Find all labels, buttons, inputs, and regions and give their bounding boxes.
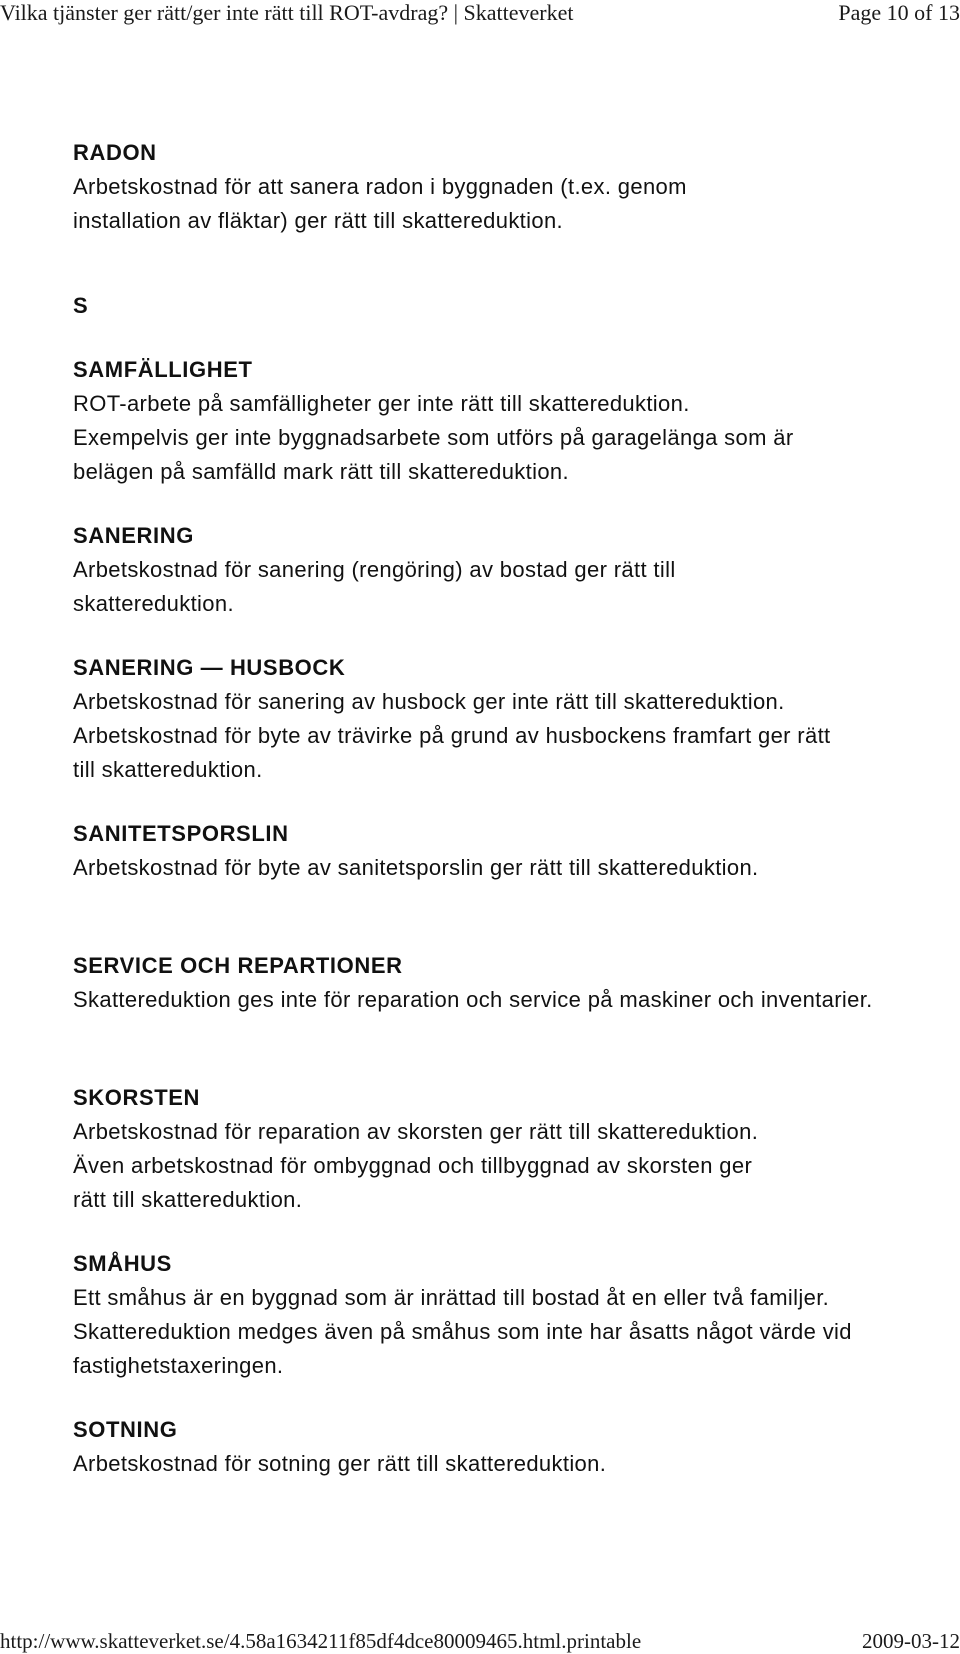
footer-date: 2009-03-12 xyxy=(862,1629,960,1653)
entry-text: Ett småhus är en byggnad som är inrättad till bostad åt en eller två familjer. Skattereduktion medges även på småhus som inte har åsatts något värde vid fastighetstaxeringen. xyxy=(73,1285,852,1378)
entry-text: ROT-arbete på samfälligheter ger inte rätt till skattereduktion. Exempelvis ger inte byggnadsarbete som utförs på garagelänga som är belägen på samfälld mark rätt till skattereduktion. xyxy=(73,391,794,484)
entry-text: Arbetskostnad för att sanera radon i byggnaden (t.ex. genom installation av fläktar) ger rätt till skattereduktion. xyxy=(73,174,687,233)
entry-sanitetsporslin xyxy=(73,817,903,949)
entry-text: Arbetskostnad för sotning ger rätt till skattereduktion. xyxy=(73,1451,607,1476)
entry-samfallighet xyxy=(73,353,903,519)
section-letter: S xyxy=(73,293,89,318)
entry-title: SERVICE OCH REPARTIONER xyxy=(73,953,403,978)
entry-service xyxy=(73,949,903,1081)
document-content xyxy=(73,136,903,1481)
page-number: Page 10 of 13 xyxy=(838,0,960,25)
entry-title: SKORSTEN xyxy=(73,1085,201,1110)
entry-title: SOTNING xyxy=(73,1417,178,1442)
entry-skorsten xyxy=(73,1081,903,1247)
entry-radon xyxy=(73,136,903,234)
entry-text: Arbetskostnad för byte av sanitetsporslin ger rätt till skattereduktion. xyxy=(73,855,759,880)
entry-text: Arbetskostnad för sanering (rengöring) av bostad ger rätt till skattereduktion. xyxy=(73,557,676,616)
entry-text: Arbetskostnad för sanering av husbock ger inte rätt till skattereduktion. Arbetskostnad för byte av trävirke på grund av husbockens framfart ger rätt till skattereduktion. xyxy=(73,689,831,782)
entry-sotning xyxy=(73,1413,903,1481)
entry-sanering xyxy=(73,519,903,651)
entry-smahus xyxy=(73,1247,903,1413)
entry-title: SANERING xyxy=(73,523,194,548)
entry-title: SAMFÄLLIGHET xyxy=(73,357,253,382)
entry-text: Skattereduktion ges inte för reparation och service på maskiner och inventarier. xyxy=(73,987,873,1012)
footer-url: http://www.skatteverket.se/4.58a1634211f85df4dce80009465.html.printable xyxy=(0,1629,642,1653)
entry-title: SMÅHUS xyxy=(73,1251,172,1276)
entry-title: RADON xyxy=(73,140,157,165)
entry-title: SANITETSPORSLIN xyxy=(73,821,289,846)
entry-text: Arbetskostnad för reparation av skorsten ger rätt till skattereduktion. Även arbetskostnad för ombyggnad och tillbyggnad av skorsten ger rätt till skattereduktion. xyxy=(73,1119,759,1212)
entry-sanering-husbock xyxy=(73,651,903,817)
print-header-title: Vilka tjänster ger rätt/ger inte rätt till ROT-avdrag? | Skatteverket xyxy=(0,0,574,25)
entry-title: SANERING — HUSBOCK xyxy=(73,655,346,680)
